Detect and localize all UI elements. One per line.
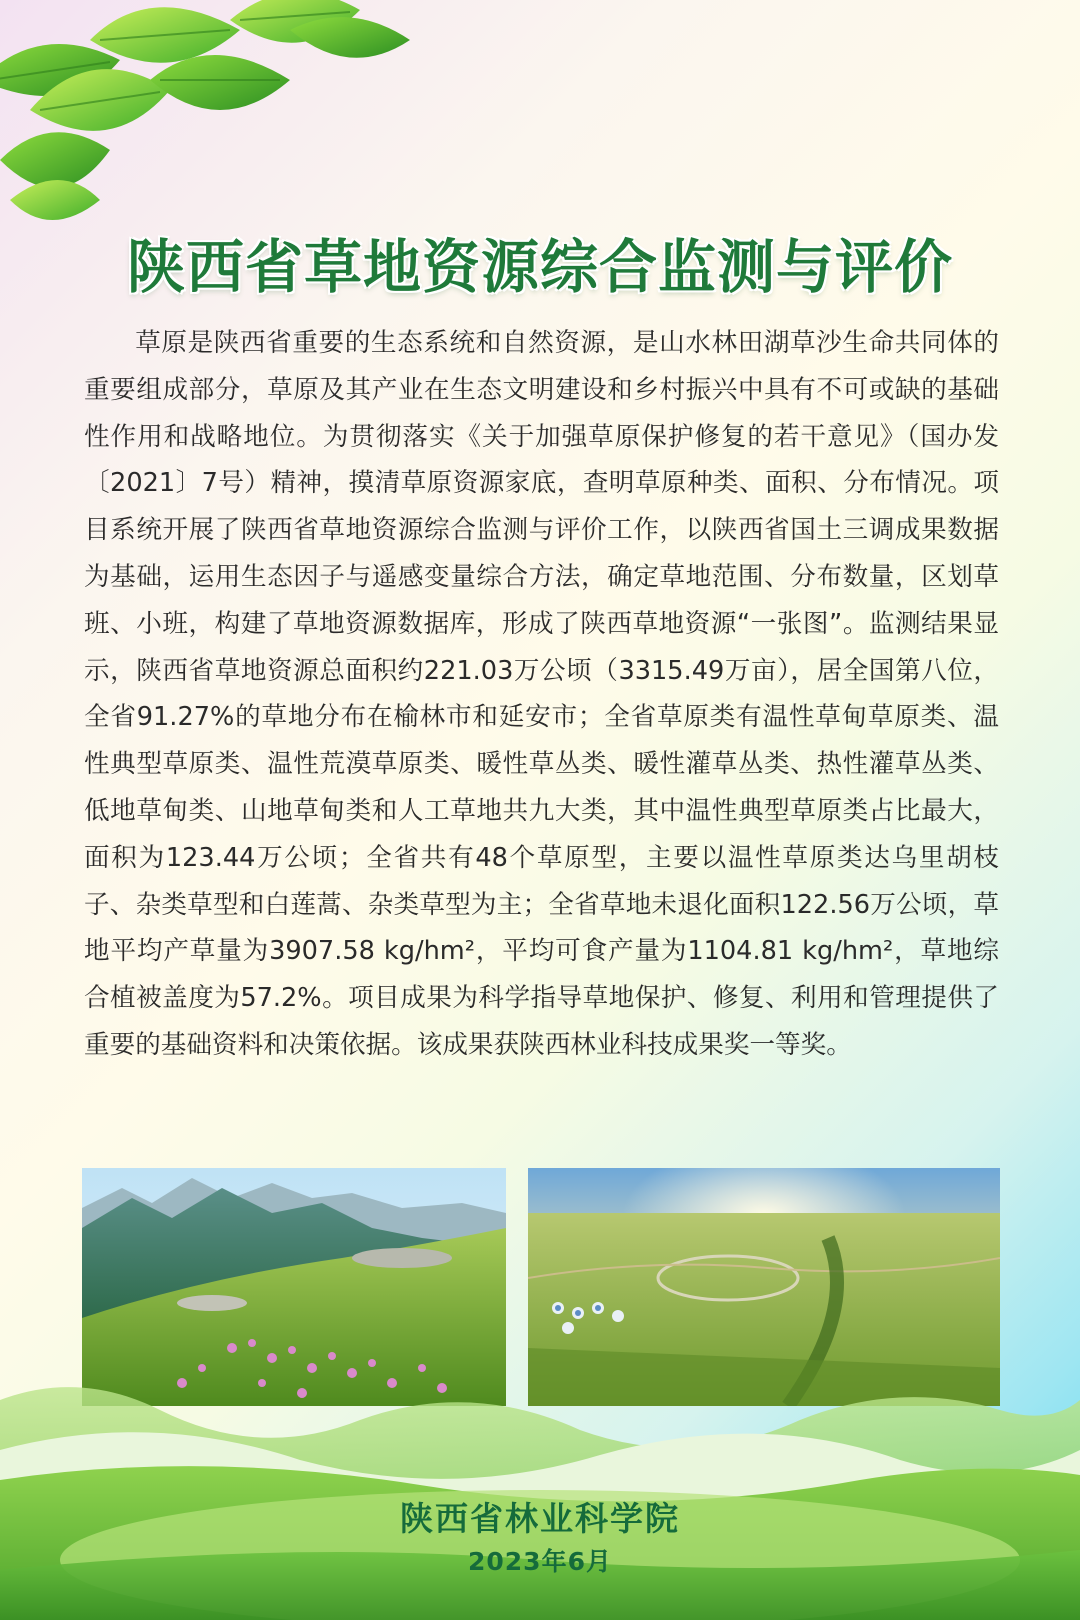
body-paragraph: 草原是陕西省重要的生态系统和自然资源，是山水林田湖草沙生命共同体的重要组成部分，草原及其产业在生态文明建设和乡村振兴中具有不可或缺的基础性作用和战略地位。为贯彻落实《关于加强草原保护修复的若干意见》（国办发〔2021〕7号）精神，摸清草原资源家底，查明草原种类、面积、分布情况。项目系统开展了陕西省草地资源综合监测与评价工作，以陕西省国土三调成果数据为基础，运用生态因子与遥感变量综合方法，确定草地范围、分布数量，区划草班、小班，构建了草地资源数据库，形成了陕西草地资源“一张图”。监测结果显示，陕西省草地资源总面积约221.03万公顷（3315.49万亩），居全国第八位，全省91.27%的草地分布在榆林市和延安市；全省草原类有温性草甸草原类、温性典型草原类、温性荒漠草原类、暖性草丛类、暖性灌草丛类、热性灌草丛类、低地草甸类、山地草甸类和人工草地共九大类，其中温性典型草原类占比最大，面积为123.44万公顷；全省共有48个草原型，主要以温性草原类达乌里胡枝子、杂类草型和白莲蒿、杂类草型为主；全省草地未退化面积122.56万公顷，草地平均产草量为3907.58 kg/hm²，平均可食产量为1104.81 kg/hm²，草地综合植被盖度为57.2%。项目成果为科学指导草地保护、修复、利用和管理提供了重要的基础资料和决策依据。该成果获陕西林业科技成果奖一等奖。 [84, 328, 999, 1060]
poster-title: 陕西省草地资源综合监测与评价 [126, 233, 953, 301]
publish-date: 2023年6月 [468, 1547, 612, 1576]
organization-name: 陕西省林业科学院 [400, 1499, 680, 1538]
leaves-decoration [0, 0, 420, 240]
